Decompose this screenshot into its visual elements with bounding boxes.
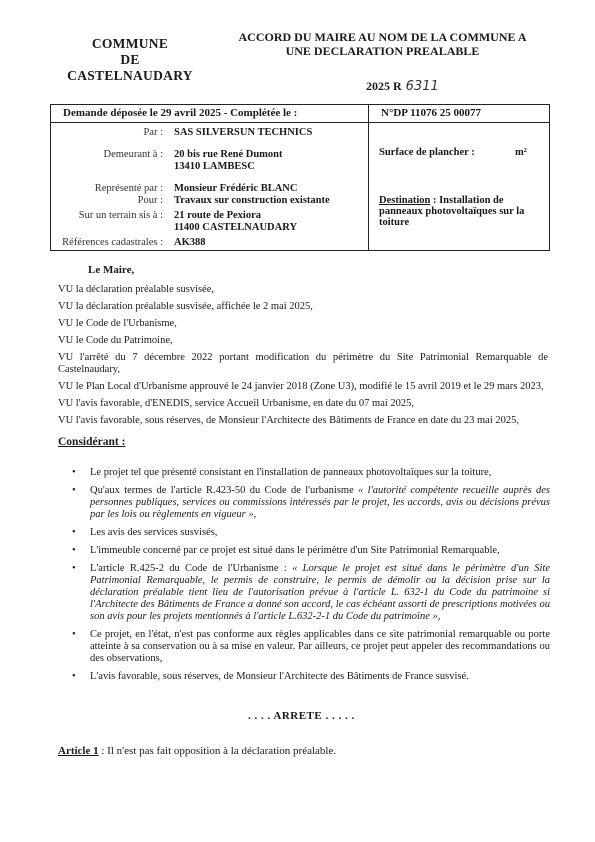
considerant-quote: « l'autorité compétente recueille auprès des personnes publiques, services ou commissions intéressés par le projet, les accords, avis ou décisions prévus par les lois ou règlements en vigueur », (90, 485, 550, 520)
info-value: 20 bis rue René Dumont (174, 149, 283, 160)
considerant-text: L'avis favorable, sous réserves, de Monsieur l'Architecte des Bâtiments de France susvisé. (90, 671, 469, 682)
title-line: ACCORD DU MAIRE AU NOM DE LA COMMUNE A (238, 30, 527, 44)
info-label: Par : (143, 127, 163, 138)
commune-header (55, 36, 205, 84)
info-label: Sur un terrain sis à : (78, 210, 163, 221)
maire-heading: Le Maire, (88, 264, 135, 276)
considerant-item (72, 671, 550, 683)
commune-line: CASTELNAUDARY (67, 68, 193, 83)
request-info-box (50, 104, 550, 251)
article-1-label: Article 1 (58, 745, 99, 757)
box-divider (368, 105, 369, 251)
arrete-heading: . . . . ARRETE . . . . . (248, 710, 355, 722)
considerant-text: L'immeuble concerné par ce projet est situé dans le périmètre d'un Site Patrimonial Remarquable, (90, 545, 500, 556)
considerant-item (72, 527, 550, 539)
vu-line: VU le Code du Patrimoine, (58, 335, 173, 346)
info-value: 13410 LAMBESC (174, 161, 255, 172)
considerant-text: Ce projet, en l'état, n'est pas conforme aux règles applicables dans ce site patrimonial remarquable ou porte atteinte à sa conservation ou à sa mise en valeur. Par ailleurs, ce projet peut appeler des recommandations ou des observations, (90, 629, 550, 664)
considerant-item (72, 467, 550, 479)
reference-prefix: 2025 R (366, 79, 402, 93)
vu-line: VU l'avis favorable, d'ENEDIS, service Accueil Urbanisme, en date du 07 mai 2025, (58, 398, 415, 409)
vu-line: VU l'avis favorable, sous réserves, de Monsieur l'Architecte des Bâtiments de France en date du 23 mai 2025, (58, 415, 519, 426)
considerant-list (72, 467, 550, 689)
considerant-text: Les avis des services susvisés, (90, 527, 218, 538)
info-value: AK388 (174, 237, 206, 248)
info-label: Représenté par : (94, 183, 163, 194)
article-1 (58, 745, 336, 757)
reference-number (366, 79, 439, 94)
considerant-item (72, 485, 550, 521)
vu-line: VU la déclaration préalable susvisée, affichée le 2 mai 2025, (58, 301, 313, 312)
info-label: Demeurant à : (103, 149, 163, 160)
article-1-text: : Il n'est pas fait opposition à la déclaration préalable. (98, 745, 337, 757)
vu-line: VU la déclaration préalable susvisée, (58, 284, 214, 295)
considerant-text: Qu'aux termes de l'article R.423-50 du Code de l'urbanisme (90, 485, 359, 496)
considerant-item (72, 545, 550, 557)
info-value: Travaux sur construction existante (174, 195, 330, 206)
considerant-quote: « Lorsque le projet est situé dans le périmètre d'un Site Patrimonial Remarquable, le permis de construire, le permis de démolir ou la décision prise sur la déclaration préalable tient lieu de l'autorisation prévue à l'article L. 632-1 du Code du patrimoine si l'Architecte des Bâtiments de France a donné son accord, le cas échéant assorti de prescriptions motivées ou son avis pour les projets mentionnés à l'article L.632-2-1 du Code du patrimoine », (90, 563, 550, 622)
considerant-text: Le projet tel que présenté consistant en l'installation de panneaux photovoltaïques sur la toiture, (90, 467, 492, 478)
destination (379, 195, 539, 228)
commune-line: COMMUNE (91, 36, 169, 51)
info-value: 21 route de Pexiora (174, 210, 261, 221)
box-header-row (51, 105, 549, 123)
vu-line: VU le Plan Local d'Urbanisme approuvé le 24 janvier 2018 (Zone U3), modifié le 15 avril 2019 et le 29 mars 2023, (58, 381, 544, 392)
dp-number: N°DP 11076 25 00077 (381, 107, 482, 119)
destination-label: Destination (379, 195, 431, 206)
surface-plancher (379, 147, 539, 158)
surface-label: Surface de plancher : (379, 147, 475, 158)
info-label: Références cadastrales : (62, 237, 163, 248)
considerant-heading: Considérant : (58, 436, 126, 448)
considerant-text: L'article R.425-2 du Code de l'Urbanisme : (90, 563, 293, 574)
title-line: UNE DECLARATION PREALABLE (285, 44, 480, 58)
considerant-item (72, 629, 550, 665)
commune-line: DE (120, 52, 140, 67)
demande-date: Demande déposée le 29 avril 2025 - Complétée le : (63, 107, 298, 119)
info-label: Pour : (137, 195, 163, 206)
destination-value: : Installation de panneaux photovoltaïques sur la toiture (379, 195, 525, 228)
document-title (215, 30, 550, 58)
considerant-item (72, 563, 550, 623)
reference-handwritten: 6311 (405, 79, 439, 94)
info-value: SAS SILVERSUN TECHNICS (174, 127, 313, 138)
vu-line: VU le Code de l'Urbanisme, (58, 318, 177, 329)
info-value: 11400 CASTELNAUDARY (174, 222, 298, 233)
vu-line: VU l'arrêté du 7 décembre 2022 portant modification du périmètre du Site Patrimonial Remarquable de Castelnaudary, (58, 352, 548, 375)
surface-unit: m² (515, 147, 527, 158)
info-value: Monsieur Frédéric BLANC (174, 183, 298, 194)
